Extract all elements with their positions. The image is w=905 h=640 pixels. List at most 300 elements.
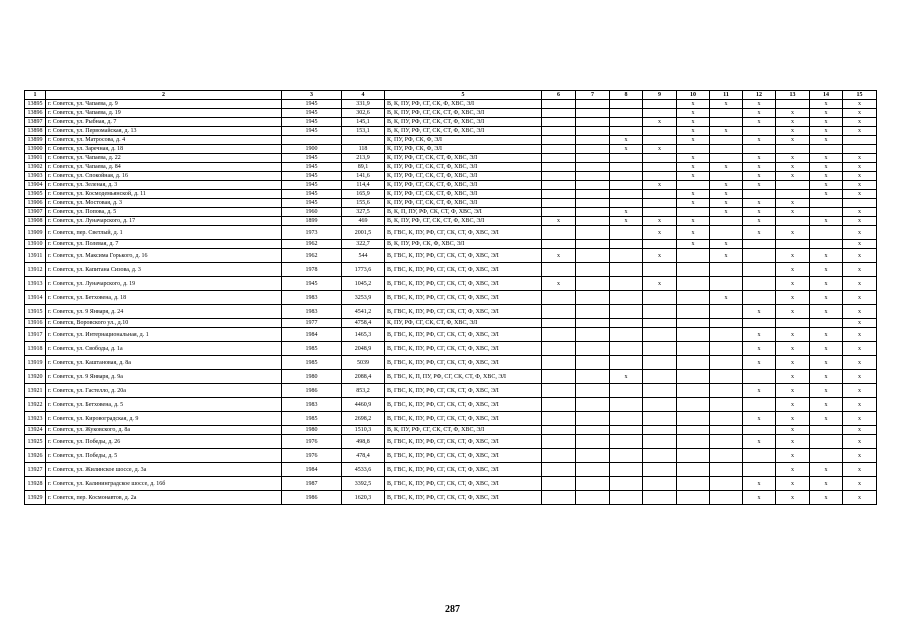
mark-cell xyxy=(677,398,710,412)
mark-cell xyxy=(610,163,643,172)
mark-cell: x xyxy=(843,426,877,435)
mark-cell xyxy=(677,356,710,370)
mark-cell xyxy=(576,305,610,319)
mark-cell xyxy=(643,263,677,277)
mark-cell xyxy=(610,319,643,328)
systems-cell: В, ГВС, К, ПУ, РФ, СГ, СК, СТ, Ф, ХВС, ЭЛ xyxy=(385,342,542,356)
mark-cell: x xyxy=(810,172,843,181)
address-cell: г. Советск, ул. Зеленая, д. 3 xyxy=(46,181,282,190)
systems-cell: В, ГВС, К, ПУ, РФ, СГ, СК, СТ, Ф, ХВС, ЭЛ xyxy=(385,398,542,412)
table-row xyxy=(25,277,877,291)
mark-cell: x xyxy=(677,172,710,181)
mark-cell xyxy=(710,426,743,435)
mark-cell xyxy=(776,100,810,109)
row-id-cell: 13907 xyxy=(25,208,46,217)
mark-cell: x xyxy=(843,263,877,277)
mark-cell xyxy=(643,291,677,305)
mark-cell: x xyxy=(776,398,810,412)
systems-cell: В, К, ПУ, РФ, СГ, СК, СТ, Ф, ХВС, ЭЛ xyxy=(385,127,542,136)
mark-cell xyxy=(743,449,776,463)
area-cell: 2088,4 xyxy=(342,370,385,384)
mark-cell xyxy=(610,199,643,208)
mark-cell xyxy=(710,145,743,154)
mark-cell xyxy=(610,412,643,426)
systems-cell: В, К, П, ПУ, РФ, СК, СТ, Ф, ХВС, ЭЛ xyxy=(385,208,542,217)
mark-cell xyxy=(776,190,810,199)
mark-cell xyxy=(542,181,576,190)
mark-cell xyxy=(542,398,576,412)
row-id-cell: 13901 xyxy=(25,154,46,163)
mark-cell: x xyxy=(810,127,843,136)
mark-cell: x xyxy=(810,136,843,145)
mark-cell xyxy=(677,370,710,384)
mark-cell xyxy=(743,127,776,136)
mark-cell xyxy=(610,435,643,449)
mark-cell xyxy=(576,240,610,249)
table-row xyxy=(25,477,877,491)
mark-cell: x xyxy=(743,491,776,505)
table-row xyxy=(25,190,877,199)
address-cell: г. Советск, ул. Бетховена, д. 18 xyxy=(46,291,282,305)
mark-cell xyxy=(542,291,576,305)
mark-cell xyxy=(542,208,576,217)
area-cell: 3253,9 xyxy=(342,291,385,305)
row-id-cell: 13919 xyxy=(25,356,46,370)
column-header: 12 xyxy=(743,91,776,100)
mark-cell: x xyxy=(677,217,710,226)
column-header: 15 xyxy=(843,91,877,100)
row-id-cell: 13900 xyxy=(25,145,46,154)
mark-cell xyxy=(542,449,576,463)
mark-cell xyxy=(643,449,677,463)
mark-cell xyxy=(542,145,576,154)
address-cell: г. Советск, ул. Победы, д. 5 xyxy=(46,449,282,463)
table-row xyxy=(25,249,877,263)
systems-cell: К, ПУ, РФ, СГ, СК, СТ, Ф, ХВС, ЭЛ xyxy=(385,199,542,208)
mark-cell xyxy=(810,208,843,217)
mark-cell xyxy=(542,342,576,356)
mark-cell: x xyxy=(810,328,843,342)
mark-cell: x xyxy=(843,249,877,263)
mark-cell xyxy=(643,477,677,491)
mark-cell xyxy=(576,435,610,449)
mark-cell: x xyxy=(710,190,743,199)
address-cell: г. Советск, ул. Чапаева, д. 22 xyxy=(46,154,282,163)
mark-cell: x xyxy=(776,163,810,172)
year-cell: 1945 xyxy=(282,163,342,172)
mark-cell: x xyxy=(810,249,843,263)
year-cell: 1945 xyxy=(282,172,342,181)
mark-cell: x xyxy=(843,181,877,190)
mark-cell xyxy=(710,370,743,384)
address-cell: г. Советск, ул. Луначарского, д. 17 xyxy=(46,217,282,226)
table-row xyxy=(25,342,877,356)
year-cell: 1985 xyxy=(282,356,342,370)
mark-cell: x xyxy=(743,181,776,190)
mark-cell: x xyxy=(710,240,743,249)
mark-cell: x xyxy=(643,277,677,291)
table-row xyxy=(25,449,877,463)
row-id-cell: 13928 xyxy=(25,477,46,491)
row-id-cell: 13915 xyxy=(25,305,46,319)
table-row xyxy=(25,172,877,181)
row-id-cell: 13911 xyxy=(25,249,46,263)
mark-cell xyxy=(743,190,776,199)
systems-cell: К, ПУ, РФ, СГ, СК, СТ, Ф, ХВС, ЭЛ xyxy=(385,154,542,163)
mark-cell xyxy=(576,249,610,263)
mark-cell xyxy=(576,426,610,435)
mark-cell xyxy=(576,463,610,477)
systems-cell: В, К, ПУ, РФ, СГ, СК, СТ, Ф, ХВС, ЭЛ xyxy=(385,118,542,127)
mark-cell xyxy=(542,127,576,136)
mark-cell: x xyxy=(776,277,810,291)
mark-cell xyxy=(610,154,643,163)
mark-cell: x xyxy=(843,118,877,127)
mark-cell: x xyxy=(843,154,877,163)
mark-cell: x xyxy=(743,199,776,208)
mark-cell: x xyxy=(810,109,843,118)
mark-cell: x xyxy=(743,435,776,449)
address-cell: г. Советск, ул. Жуковского, д. 8а xyxy=(46,426,282,435)
mark-cell xyxy=(776,217,810,226)
area-cell: 4533,6 xyxy=(342,463,385,477)
area-cell: 331,9 xyxy=(342,100,385,109)
mark-cell: x xyxy=(743,118,776,127)
table-row xyxy=(25,217,877,226)
mark-cell xyxy=(542,199,576,208)
mark-cell: x xyxy=(843,491,877,505)
systems-cell: В, ГВС, К, ПУ, РФ, СГ, СК, СТ, Ф, ХВС, ЭЛ xyxy=(385,249,542,263)
year-cell: 1945 xyxy=(282,100,342,109)
mark-cell xyxy=(576,199,610,208)
mark-cell xyxy=(843,199,877,208)
mark-cell xyxy=(576,277,610,291)
mark-cell: x xyxy=(776,370,810,384)
area-cell: 89,1 xyxy=(342,163,385,172)
mark-cell: x xyxy=(743,136,776,145)
mark-cell: x xyxy=(810,217,843,226)
year-cell: 1986 xyxy=(282,491,342,505)
mark-cell xyxy=(710,384,743,398)
mark-cell xyxy=(610,291,643,305)
mark-cell: x xyxy=(843,240,877,249)
mark-cell xyxy=(542,136,576,145)
systems-cell: В, ГВС, К, ПУ, РФ, СГ, СК, СТ, Ф, ХВС, ЭЛ xyxy=(385,449,542,463)
area-cell: 1045,2 xyxy=(342,277,385,291)
mark-cell: x xyxy=(810,118,843,127)
mark-cell xyxy=(743,370,776,384)
mark-cell xyxy=(610,328,643,342)
mark-cell: x xyxy=(743,100,776,109)
area-cell: 118 xyxy=(342,145,385,154)
mark-cell: x xyxy=(677,154,710,163)
systems-cell: В, ГВС, К, ПУ, РФ, СГ, СК, СТ, Ф, ХВС, ЭЛ xyxy=(385,435,542,449)
mark-cell xyxy=(610,356,643,370)
mark-cell xyxy=(776,181,810,190)
mark-cell xyxy=(643,136,677,145)
column-header: 11 xyxy=(710,91,743,100)
area-cell: 544 xyxy=(342,249,385,263)
mark-cell xyxy=(576,319,610,328)
mark-cell xyxy=(542,426,576,435)
mark-cell xyxy=(643,426,677,435)
address-cell: г. Советск, ул. Луначарского, д. 19 xyxy=(46,277,282,291)
mark-cell xyxy=(710,398,743,412)
mark-cell: x xyxy=(776,291,810,305)
mark-cell: x xyxy=(843,449,877,463)
column-header: 1 xyxy=(25,91,46,100)
address-cell: г. Советск, пер. Светлый, д. 1 xyxy=(46,226,282,240)
address-cell: г. Советск, ул. Спокойная, д. 16 xyxy=(46,172,282,181)
systems-cell: В, ГВС, К, ПУ, РФ, СГ, СК, СТ, Ф, ХВС, ЭЛ xyxy=(385,291,542,305)
year-cell: 1973 xyxy=(282,226,342,240)
row-id-cell: 13910 xyxy=(25,240,46,249)
mark-cell: x xyxy=(810,356,843,370)
mark-cell xyxy=(576,477,610,491)
systems-cell: В, К, ПУ, РФ, СГ, СК, СТ, Ф, ХВС, ЭЛ xyxy=(385,217,542,226)
systems-cell: К, ПУ, РФ, СГ, СК, СТ, Ф, ХВС, ЭЛ xyxy=(385,163,542,172)
mark-cell xyxy=(710,136,743,145)
row-id-cell: 13908 xyxy=(25,217,46,226)
mark-cell xyxy=(643,127,677,136)
column-header: 13 xyxy=(776,91,810,100)
mark-cell xyxy=(576,291,610,305)
mark-cell xyxy=(542,305,576,319)
mark-cell xyxy=(710,109,743,118)
mark-cell: x xyxy=(610,136,643,145)
mark-cell xyxy=(643,190,677,199)
year-cell: 1978 xyxy=(282,263,342,277)
year-cell: 1900 xyxy=(282,145,342,154)
year-cell: 1960 xyxy=(282,208,342,217)
mark-cell xyxy=(643,109,677,118)
mark-cell xyxy=(710,319,743,328)
mark-cell: x xyxy=(643,226,677,240)
mark-cell xyxy=(542,370,576,384)
table-row xyxy=(25,199,877,208)
mark-cell xyxy=(610,118,643,127)
address-cell: г. Советск, ул. Калининградское шоссе, д. 16б xyxy=(46,477,282,491)
address-cell: г. Советск, ул. Первомайская, д. 13 xyxy=(46,127,282,136)
column-header: 5 xyxy=(385,91,542,100)
mark-cell xyxy=(710,356,743,370)
mark-cell xyxy=(677,263,710,277)
area-cell: 155,6 xyxy=(342,199,385,208)
year-cell: 1985 xyxy=(282,412,342,426)
area-cell: 478,4 xyxy=(342,449,385,463)
mark-cell xyxy=(610,172,643,181)
mark-cell: x xyxy=(810,491,843,505)
systems-cell: К, ПУ, РФ, СГ, СК, СТ, Ф, ХВС, ЭЛ xyxy=(385,319,542,328)
table-row xyxy=(25,118,877,127)
mark-cell xyxy=(677,319,710,328)
mark-cell xyxy=(710,463,743,477)
row-id-cell: 13922 xyxy=(25,398,46,412)
year-cell: 1945 xyxy=(282,118,342,127)
mark-cell xyxy=(710,328,743,342)
address-cell: г. Советск, ул. Жилинское шоссе, д. 3а xyxy=(46,463,282,477)
mark-cell xyxy=(542,263,576,277)
column-header: 10 xyxy=(677,91,710,100)
systems-cell: В, ГВС, К, ПУ, РФ, СГ, СК, СТ, Ф, ХВС, ЭЛ xyxy=(385,226,542,240)
mark-cell: x xyxy=(843,277,877,291)
systems-cell: К, ПУ, РФ, СК, Ф, ЭЛ xyxy=(385,145,542,154)
mark-cell: x xyxy=(810,291,843,305)
row-id-cell: 13929 xyxy=(25,491,46,505)
area-cell: 1510,3 xyxy=(342,426,385,435)
address-cell: г. Советск, ул. Капитана Сизова, д. 3 xyxy=(46,263,282,277)
row-id-cell: 13920 xyxy=(25,370,46,384)
mark-cell xyxy=(710,412,743,426)
mark-cell xyxy=(610,477,643,491)
mark-cell xyxy=(677,208,710,217)
mark-cell: x xyxy=(710,291,743,305)
column-header: 4 xyxy=(342,91,385,100)
address-cell: г. Советск, ул. Чапаева, д. 84 xyxy=(46,163,282,172)
mark-cell xyxy=(610,342,643,356)
mark-cell xyxy=(643,172,677,181)
mark-cell xyxy=(610,127,643,136)
mark-cell xyxy=(710,118,743,127)
mark-cell xyxy=(610,109,643,118)
mark-cell: x xyxy=(843,127,877,136)
mark-cell xyxy=(542,226,576,240)
mark-cell xyxy=(710,154,743,163)
column-header: 9 xyxy=(643,91,677,100)
mark-cell xyxy=(710,263,743,277)
mark-cell xyxy=(542,190,576,199)
table-row xyxy=(25,412,877,426)
mark-cell xyxy=(643,240,677,249)
year-cell: 1945 xyxy=(282,199,342,208)
row-id-cell: 13921 xyxy=(25,384,46,398)
mark-cell xyxy=(743,240,776,249)
address-cell: г. Советск, ул. Бетховена, д. 5 xyxy=(46,398,282,412)
address-cell: г. Советск, ул. Победы, д. 26 xyxy=(46,435,282,449)
mark-cell: x xyxy=(843,226,877,240)
mark-cell: x xyxy=(677,127,710,136)
mark-cell xyxy=(542,240,576,249)
mark-cell: x xyxy=(776,449,810,463)
mark-cell xyxy=(576,491,610,505)
table-row xyxy=(25,435,877,449)
address-cell: г. Советск, ул. 9 Января, д. 24 xyxy=(46,305,282,319)
row-id-cell: 13927 xyxy=(25,463,46,477)
mark-cell xyxy=(643,342,677,356)
mark-cell xyxy=(542,356,576,370)
mark-cell xyxy=(643,398,677,412)
mark-cell xyxy=(542,172,576,181)
mark-cell: x xyxy=(677,199,710,208)
area-cell: 153,1 xyxy=(342,127,385,136)
row-id-cell: 13896 xyxy=(25,109,46,118)
mark-cell xyxy=(576,398,610,412)
systems-cell: В, ГВС, К, ПУ, РФ, СГ, СК, СТ, Ф, ХВС, ЭЛ xyxy=(385,477,542,491)
systems-cell: В, ГВС, К, ПУ, РФ, СГ, СК, СТ, Ф, ХВС, ЭЛ xyxy=(385,263,542,277)
year-cell: 1980 xyxy=(282,370,342,384)
address-cell: г. Советск, ул. Гастелло, д. 20а xyxy=(46,384,282,398)
year-cell: 1945 xyxy=(282,181,342,190)
address-cell: г. Советск, ул. Мостовая, д. 3 xyxy=(46,199,282,208)
systems-cell: В, ГВС, К, ПУ, РФ, СГ, СК, СТ, Ф, ХВС, ЭЛ xyxy=(385,356,542,370)
mark-cell: x xyxy=(643,145,677,154)
mark-cell xyxy=(810,449,843,463)
area-cell xyxy=(342,136,385,145)
mark-cell: x xyxy=(843,356,877,370)
mark-cell xyxy=(743,463,776,477)
mark-cell: x xyxy=(677,240,710,249)
mark-cell: x xyxy=(743,154,776,163)
row-id-cell: 13904 xyxy=(25,181,46,190)
address-cell: г. Советск, ул. Максима Горького, д. 16 xyxy=(46,249,282,263)
mark-cell xyxy=(710,435,743,449)
mark-cell: x xyxy=(610,145,643,154)
area-cell: 5039 xyxy=(342,356,385,370)
mark-cell: x xyxy=(677,136,710,145)
mark-cell xyxy=(643,100,677,109)
mark-cell xyxy=(743,398,776,412)
mark-cell: x xyxy=(643,181,677,190)
mark-cell xyxy=(576,100,610,109)
mark-cell: x xyxy=(743,328,776,342)
mark-cell xyxy=(576,208,610,217)
column-header: 3 xyxy=(282,91,342,100)
mark-cell xyxy=(643,384,677,398)
mark-cell xyxy=(643,491,677,505)
mark-cell: x xyxy=(677,163,710,172)
mark-cell xyxy=(576,342,610,356)
area-cell: 2001,5 xyxy=(342,226,385,240)
table-body xyxy=(25,91,877,505)
area-cell: 853,2 xyxy=(342,384,385,398)
address-cell: г. Советск, ул. Свободы, д. 1а xyxy=(46,342,282,356)
mark-cell: x xyxy=(776,463,810,477)
address-cell: г. Советск, Воровского ул., д.10 xyxy=(46,319,282,328)
area-cell: 322,7 xyxy=(342,240,385,249)
mark-cell xyxy=(776,319,810,328)
area-cell: 327,5 xyxy=(342,208,385,217)
mark-cell: x xyxy=(743,356,776,370)
mark-cell: x xyxy=(776,342,810,356)
mark-cell xyxy=(576,127,610,136)
mark-cell: x xyxy=(743,163,776,172)
address-cell: г. Советск, ул. Чапаева, д. 9 xyxy=(46,100,282,109)
mark-cell xyxy=(576,163,610,172)
area-cell: 145,1 xyxy=(342,118,385,127)
mark-cell xyxy=(610,384,643,398)
mark-cell xyxy=(677,426,710,435)
mark-cell xyxy=(710,277,743,291)
year-cell: 1983 xyxy=(282,398,342,412)
area-cell: 4758,4 xyxy=(342,319,385,328)
mark-cell: x xyxy=(677,118,710,127)
mark-cell: x xyxy=(743,109,776,118)
mark-cell: x xyxy=(776,127,810,136)
mark-cell xyxy=(743,277,776,291)
area-cell: 1465,3 xyxy=(342,328,385,342)
row-id-cell: 13918 xyxy=(25,342,46,356)
row-id-cell: 13906 xyxy=(25,199,46,208)
register-table xyxy=(24,90,877,505)
mark-cell xyxy=(743,249,776,263)
mark-cell xyxy=(542,109,576,118)
mark-cell: x xyxy=(843,190,877,199)
mark-cell: x xyxy=(810,384,843,398)
area-cell: 1773,6 xyxy=(342,263,385,277)
systems-cell: В, ГВС, К, ПУ, РФ, СГ, СК, СТ, Ф, ХВС, ЭЛ xyxy=(385,491,542,505)
mark-cell: x xyxy=(677,190,710,199)
mark-cell: x xyxy=(810,412,843,426)
